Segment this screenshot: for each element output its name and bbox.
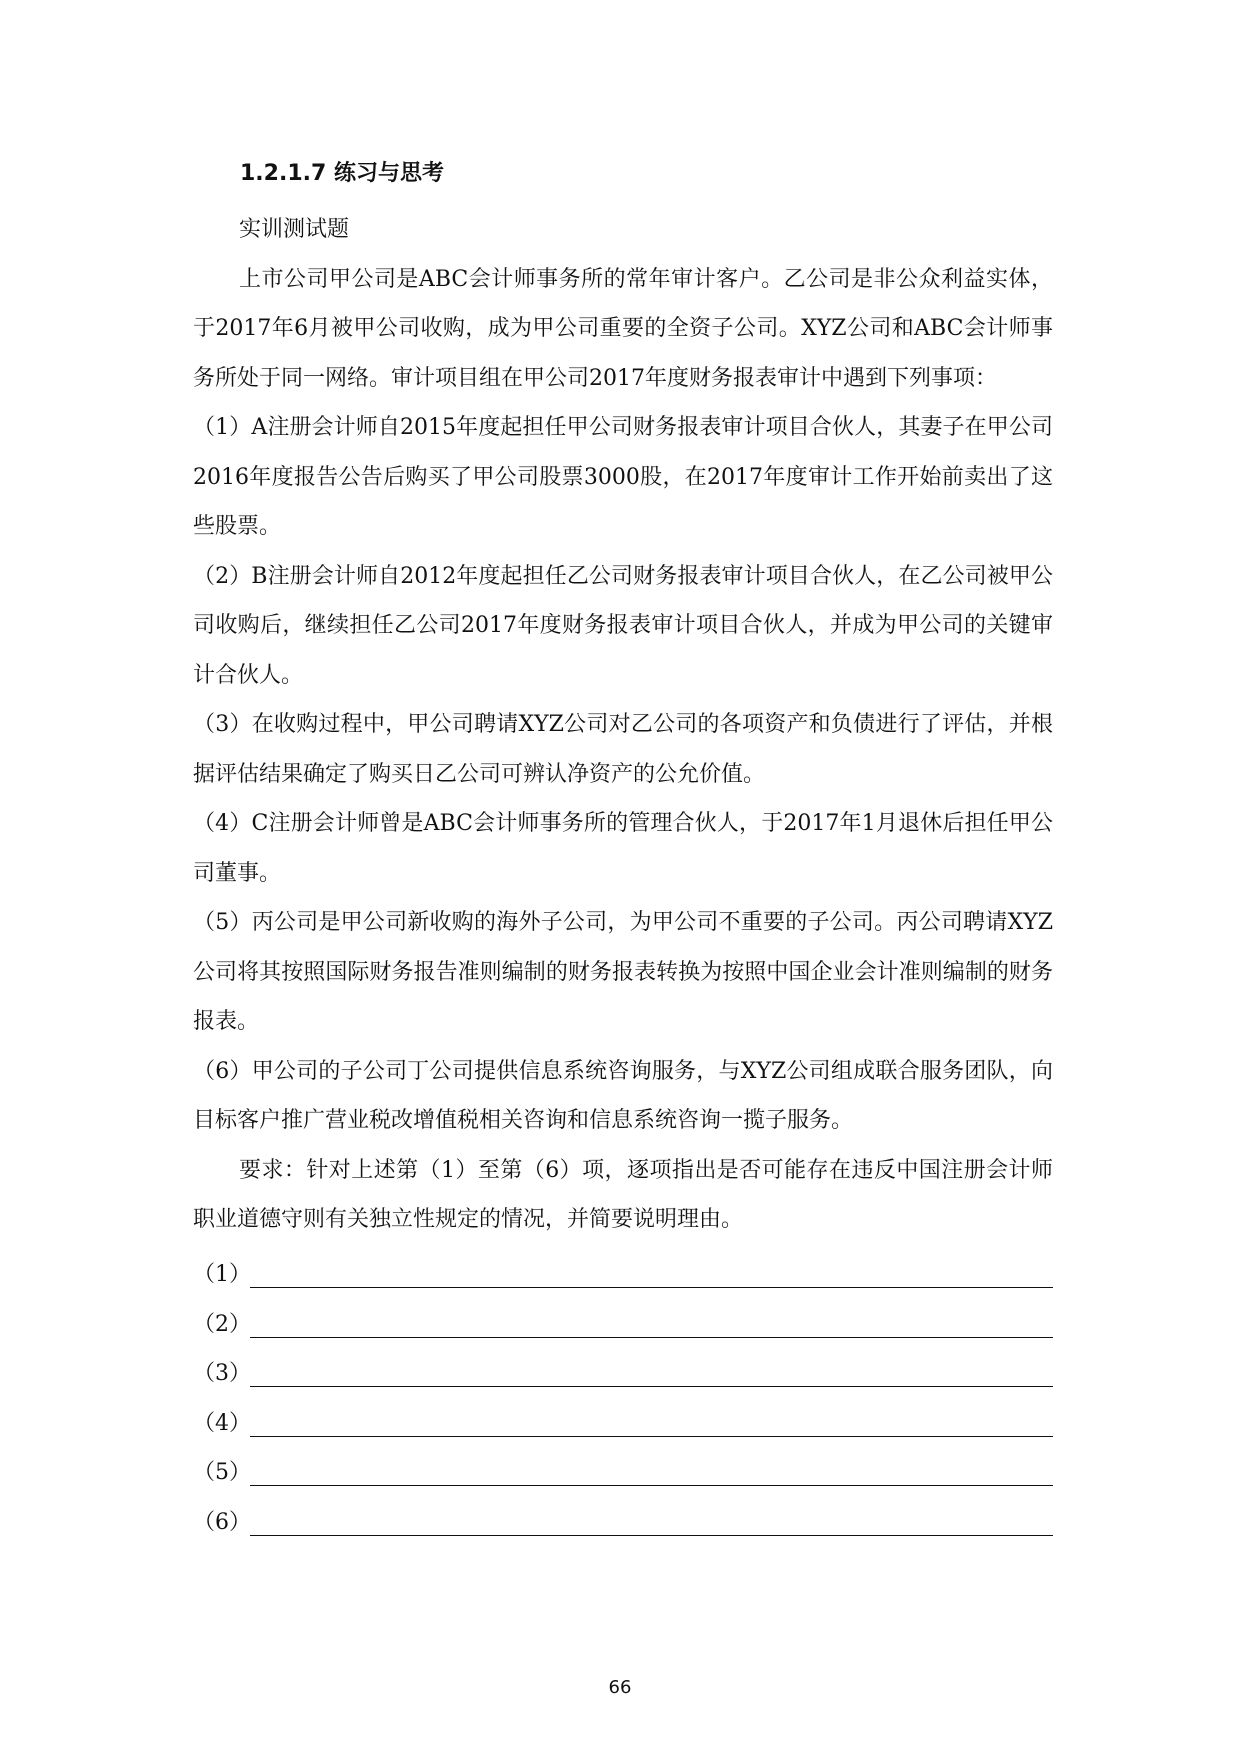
answer-label-4: （4）	[193, 1410, 251, 1436]
answer-row-4	[193, 1393, 1053, 1443]
item-paragraph-3: （3）在收购过程中，甲公司聘请XYZ公司对乙公司的各项资产和负债进行了评估，并根据评估结果确定了购买日乙公司可辨认净资产的公允价值。	[193, 712, 1053, 787]
item-paragraph-2: （2）B注册会计师自2012年度起担任乙公司财务报表审计项目合伙人，在乙公司被甲公司收购后，继续担任乙公司2017年度财务报表审计项目合伙人，并成为甲公司的关键审计合伙人。	[193, 563, 1053, 688]
answer-blank-line-4	[250, 1406, 1053, 1437]
answer-label-2: （2）	[193, 1311, 251, 1337]
answer-blank-line-1	[250, 1257, 1053, 1288]
intro-paragraph: 上市公司甲公司是ABC会计师事务所的常年审计客户。乙公司是非公众利益实体，于2017年6月被甲公司收购，成为甲公司重要的全资子公司。XYZ公司和ABC会计师事务所处于同一网络。审计项目组在甲公司2017年度财务报表审计中遇到下列事项：	[193, 266, 1053, 391]
answer-row-5	[193, 1443, 1053, 1493]
answer-row-6	[193, 1492, 1053, 1542]
item-paragraph-4: （4）C注册会计师曾是ABC会计师事务所的管理合伙人，于2017年1月退休后担任甲公司董事。	[193, 811, 1053, 886]
item-paragraph-5: （5）丙公司是甲公司新收购的海外子公司，为甲公司不重要的子公司。丙公司聘请XYZ公司将其按照国际财务报告准则编制的财务报表转换为按照中国企业会计准则编制的财务报表。	[193, 910, 1053, 1034]
answer-row-2	[193, 1294, 1053, 1344]
answer-blank-line-2	[250, 1307, 1053, 1338]
answer-lines	[193, 1245, 1053, 1542]
page-number: 66	[608, 1677, 632, 1698]
requirement-paragraph: 要求：针对上述第（1）至第（6）项，逐项指出是否可能存在违反中国注册会计师职业道德守则有关独立性规定的情况，并简要说明理由。	[193, 1157, 1053, 1232]
item-paragraph-6: （6）甲公司的子公司丁公司提供信息系统咨询服务，与XYZ公司组成联合服务团队，向目标客户推广营业税改增值税相关咨询和信息系统咨询一揽子服务。	[193, 1058, 1053, 1133]
answer-label-6: （6）	[193, 1509, 251, 1535]
answer-row-1	[193, 1245, 1053, 1295]
document-body	[193, 205, 1053, 1542]
section-heading: 1.2.1.7 练习与思考	[240, 161, 444, 186]
subheading: 实训测试题	[239, 217, 350, 242]
answer-blank-line-6	[250, 1505, 1053, 1536]
answer-blank-line-5	[250, 1455, 1053, 1486]
answer-blank-line-3	[250, 1356, 1053, 1387]
answer-label-1: （1）	[193, 1262, 251, 1287]
answer-row-3	[193, 1344, 1053, 1394]
answer-label-5: （5）	[193, 1460, 251, 1485]
answer-label-3: （3）	[193, 1361, 251, 1386]
item-paragraph-1: （1）A注册会计师自2015年度起担任甲公司财务报表审计项目合伙人，其妻子在甲公司2016年度报告公告后购买了甲公司股票3000股，在2017年度审计工作开始前卖出了这些股票。	[193, 415, 1053, 539]
